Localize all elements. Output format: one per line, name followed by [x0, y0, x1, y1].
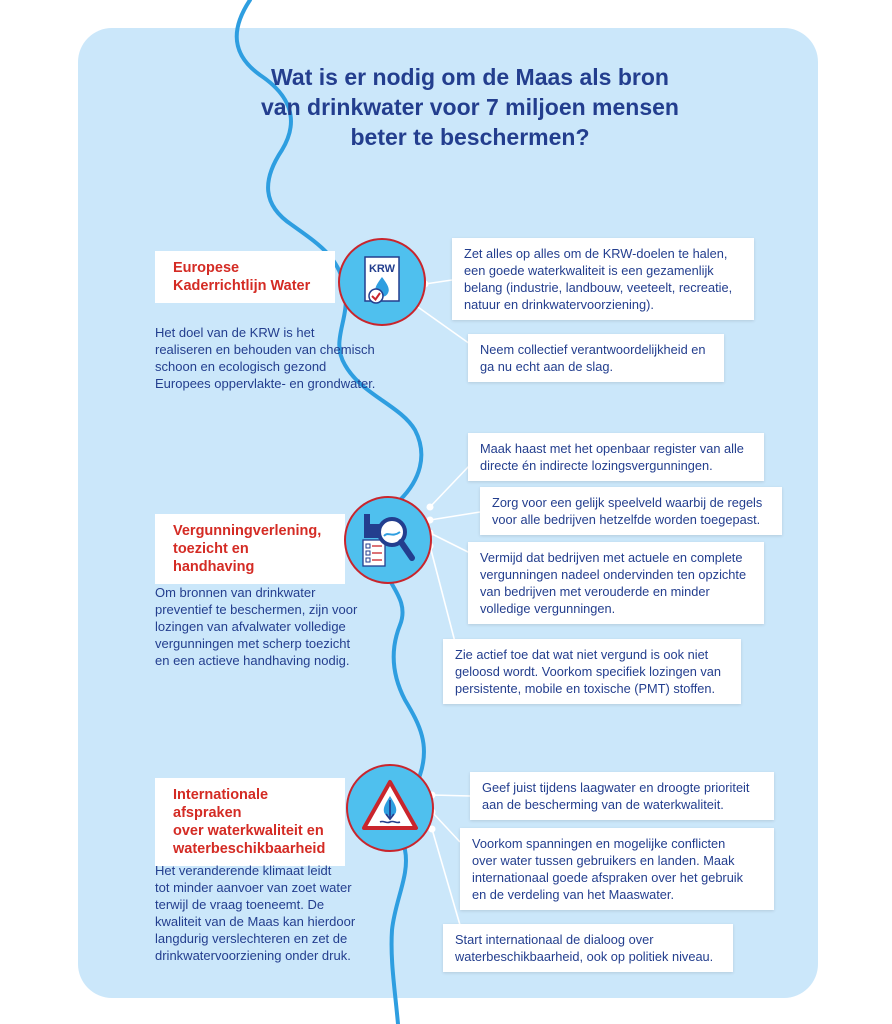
water-circle [346, 764, 434, 852]
box-line: volledige vergunningen. [480, 601, 616, 616]
box-line: over water tussen gebruikers en landen. Maak [472, 853, 735, 868]
section-2-box-4 [443, 639, 741, 704]
box-line: geloosd wordt. Voorkom specifiek lozingen van [455, 664, 722, 679]
section-2-label-line: toezicht en handhaving [173, 541, 255, 575]
box-line: Zet alles op alles om de KRW-doelen te halen, [464, 246, 728, 261]
water-warning-triangle-icon [348, 766, 432, 850]
description-line: Europees oppervlakte- en grondwater. [155, 376, 376, 391]
section-2-box-3 [468, 542, 764, 624]
section-3-box-1 [470, 772, 774, 820]
description-line: langdurig verslechteren en zet de [155, 931, 348, 946]
title-line-1: Wat is er nodig om de Maas als bron [271, 64, 669, 90]
box-line: Geef juist tijdens laagwater en droogte prioriteit [482, 780, 750, 795]
page-title [230, 62, 710, 152]
box-line: Vermijd dat bedrijven met actuele en complete [480, 550, 743, 565]
box-line: waterbeschikbaarheid, ook op politiek niveau. [455, 949, 714, 964]
box-line: natuur en drinkwatervoorziening). [464, 297, 654, 312]
description-line: en een actieve handhaving nodig. [155, 653, 350, 668]
box-line: Neem collectief verantwoordelijkheid en [480, 342, 706, 357]
section-2-description [155, 584, 357, 669]
section-2-label [155, 514, 345, 584]
description-line: schoon en ecologisch gezond [155, 359, 327, 374]
box-line: belang (industrie, landbouw, veeteelt, recreatie, [464, 280, 733, 295]
section-3-box-3 [443, 924, 733, 972]
section-2-box-1 [468, 433, 764, 481]
description-line: vergunningen met scherp toezicht [155, 636, 351, 651]
vergunning-circle [344, 496, 432, 584]
description-line: drinkwatervoorziening onder druk. [155, 948, 351, 963]
section-2-box-2 [480, 487, 782, 535]
description-line: Het veranderende klimaat leidt [155, 863, 332, 878]
box-line: Voorkom spanningen en mogelijke conflicten [472, 836, 726, 851]
box-line: Start internationaal de dialoog over [455, 932, 654, 947]
box-line: vergunningen nadeel ondervinden ten opzichte [480, 567, 747, 582]
section-1-box-2 [468, 334, 724, 382]
krw-document-icon [340, 240, 424, 324]
box-line: Maak haast met het openbaar register van alle [480, 441, 744, 456]
box-line: ga nu echt aan de slag. [480, 359, 614, 374]
section-1-label-line: Europese [173, 260, 240, 276]
section-3-label-line: Internationale afspraken [173, 787, 269, 821]
box-line: Zie actief toe dat wat niet vergund is ook niet [455, 647, 709, 662]
description-line: preventief te beschermen, zijn voor [155, 602, 358, 617]
description-line: lozingen van afvalwater volledige [155, 619, 346, 634]
title-line-3: beter te beschermen? [350, 124, 590, 150]
section-1-description [155, 324, 375, 392]
section-3-box-2 [460, 828, 774, 910]
section-2-label-line: Vergunningverlening, [173, 523, 322, 539]
section-3-label-line: over waterkwaliteit en [173, 823, 324, 839]
description-line: Het doel van de KRW is het [155, 325, 315, 340]
box-line: persistente, mobile en toxische (PMT) stoffen. [455, 681, 716, 696]
box-line: aan de bescherming van de waterkwaliteit. [482, 797, 724, 812]
description-line: kwaliteit van de Maas kan hierdoor [155, 914, 356, 929]
box-line: voor alle bedrijven hetzelfde worden toegepast. [492, 512, 761, 527]
section-3-description [155, 862, 355, 964]
section-1-label-line: Kaderrichtlijn Water [173, 278, 311, 294]
description-line: tot minder aanvoer van zoet water [155, 880, 352, 895]
section-1-label [155, 251, 335, 303]
box-line: Zorg voor een gelijk speelveld waarbij de regels [492, 495, 763, 510]
box-line: directe én indirecte lozingsvergunningen. [480, 458, 713, 473]
title-line-2: van drinkwater voor 7 miljoen mensen [261, 94, 679, 120]
magnifier-checklist-icon [346, 498, 430, 582]
box-line: en de verdeling van het Maaswater. [472, 887, 675, 902]
box-line: een goede waterkwaliteit is een gezamenlijk [464, 263, 714, 278]
krw-circle [338, 238, 426, 326]
krw-icon-text: KRW [368, 263, 396, 275]
section-3-label-line: waterbeschikbaarheid [173, 841, 326, 857]
section-1-box-1 [452, 238, 754, 320]
box-line: van bedrijven met verouderde en minder [480, 584, 710, 599]
section-3-label [155, 778, 345, 866]
description-line: realiseren en behouden van chemisch [155, 342, 375, 357]
description-line: terwijl de vraag toeneemt. De [155, 897, 325, 912]
description-line: Om bronnen van drinkwater [155, 585, 316, 600]
box-line: internationaal goede afspraken over het gebruik [472, 870, 744, 885]
